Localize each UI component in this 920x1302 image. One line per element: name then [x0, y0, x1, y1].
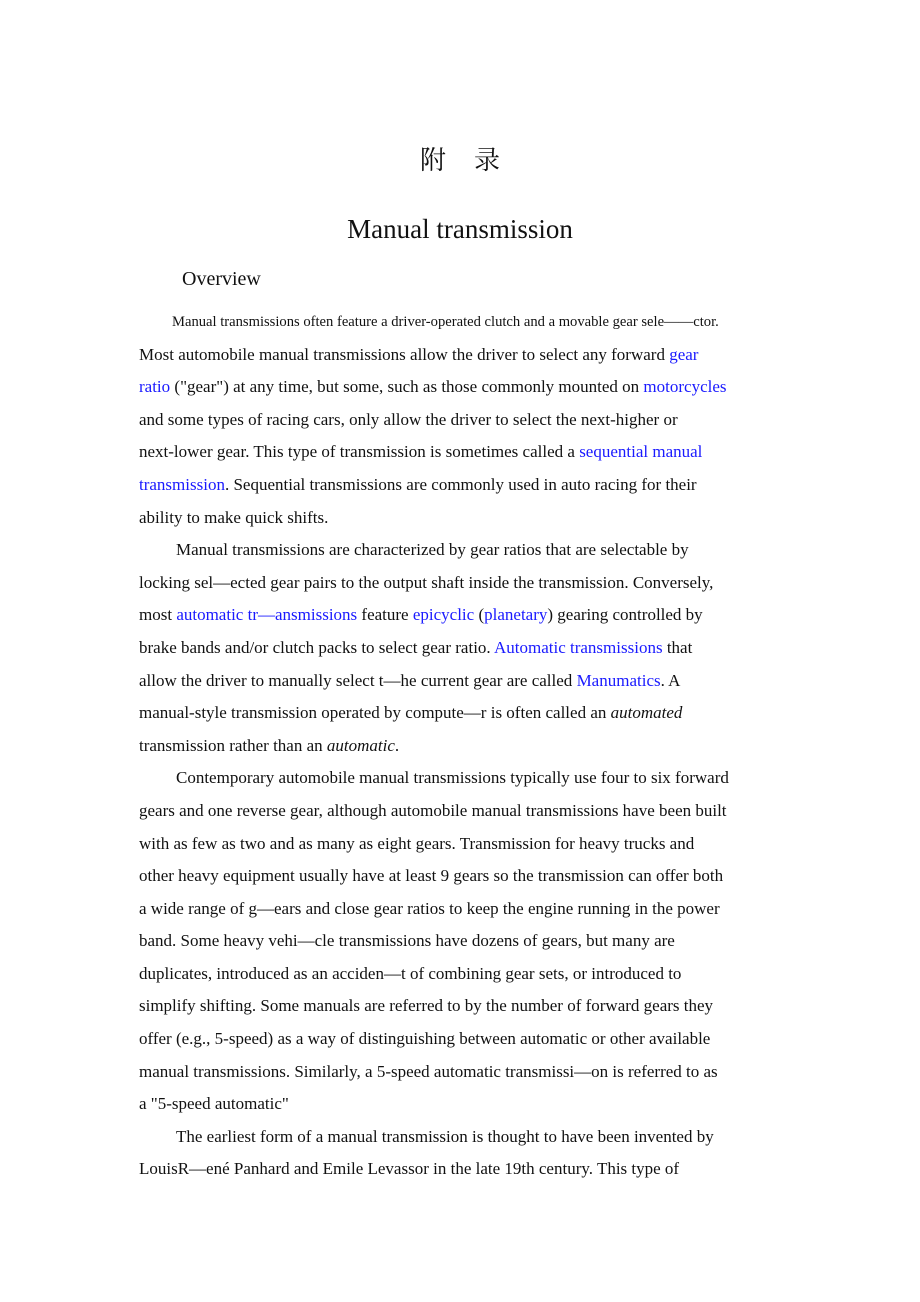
text-run: that — [662, 637, 693, 657]
hyperlink[interactable]: planetary — [484, 605, 548, 625]
text-run: ("gear") at any time, but some, such as those commonly mounted on — [170, 377, 644, 397]
paragraph-line — [139, 599, 784, 632]
paragraph-line — [139, 371, 784, 404]
text-run: . Sequential transmissions are commonly used in auto racing for their — [224, 474, 697, 494]
paragraph-first-line — [139, 762, 784, 795]
paragraph-line — [139, 469, 784, 502]
text-run: ability to make quick shifts. — [139, 507, 329, 527]
text-run: Contemporary automobile manual transmissions typically use four to six forward — [176, 768, 729, 788]
paragraph-line — [139, 1088, 784, 1121]
text-run: brake bands and/or clutch packs to select gear ratio. — [139, 637, 494, 657]
paragraph-line — [139, 436, 784, 469]
paragraph-line — [139, 1023, 784, 1056]
hyperlink[interactable]: gear — [669, 344, 699, 364]
italic-text: automated — [610, 703, 683, 723]
hyperlink[interactable]: automatic tr—ansmissions — [176, 605, 358, 625]
paragraph-line — [139, 339, 784, 372]
text-run: The earliest form of a manual transmission is thought to have been invented by — [176, 1126, 714, 1146]
text-run: . — [394, 735, 400, 755]
hyperlink[interactable]: transmission — [139, 474, 225, 494]
text-run: ( — [474, 605, 485, 625]
text-run: . A — [660, 670, 681, 690]
paragraph-line — [139, 567, 784, 600]
text-run: band. Some heavy vehi—cle transmissions have dozens of gears, but many are — [139, 931, 675, 951]
text-run: manual-style transmission operated by compute—r is often called an — [139, 703, 611, 723]
text-run: gears and one reverse gear, although automobile manual transmissions have been built — [139, 800, 727, 820]
text-run: Manual transmissions are characterized by gear ratios that are selectable by — [176, 540, 689, 560]
text-run: allow the driver to manually select t—he current gear are called — [139, 670, 577, 690]
text-run: LouisR—ené Panhard and Emile Levassor in the late 19th century. This type of — [139, 1159, 680, 1179]
paragraph-line — [139, 502, 784, 535]
paragraph-line — [139, 958, 784, 991]
hyperlink[interactable]: motorcycles — [643, 377, 727, 397]
text-run: transmission rather than an — [139, 735, 327, 755]
text-run: duplicates, introduced as an acciden—t of combining gear sets, or introduced to — [139, 963, 682, 983]
appendix-heading — [0, 140, 920, 177]
hyperlink[interactable]: sequential manual — [579, 442, 703, 462]
text-run: offer (e.g., 5-speed) as a way of distinguishing between automatic or other available — [139, 1029, 711, 1049]
paragraph-line — [139, 665, 784, 698]
paragraph-line — [139, 632, 784, 665]
text-run: a wide range of g—ears and close gear ratios to keep the engine running in the power — [139, 898, 720, 918]
paragraph-first-line — [139, 534, 784, 567]
hyperlink[interactable]: epicyclic — [412, 605, 475, 625]
paragraph-line — [139, 730, 784, 763]
text-run: Most automobile manual transmissions allow the driver to select any forward — [139, 344, 670, 364]
paragraph-line — [139, 697, 784, 730]
appendix-char: 附 — [419, 146, 446, 175]
paragraph-first-line — [139, 306, 784, 339]
paragraph-line — [139, 990, 784, 1023]
paragraph-line — [139, 1056, 784, 1089]
text-run: most — [139, 605, 177, 625]
page-title: Manual transmission — [347, 214, 573, 244]
paragraph-line — [139, 860, 784, 893]
italic-text: automatic — [326, 735, 395, 755]
paragraph-line — [139, 893, 784, 926]
paragraph-line — [139, 404, 784, 437]
text-run: other heavy equipment usually have at least 9 gears so the transmission can offer both — [139, 866, 724, 886]
text-run: Manual transmissions often feature a driver-operated clutch and a movable gear sele——ctor. — [172, 314, 719, 330]
paragraph-line — [139, 795, 784, 828]
paragraph-first-line — [139, 1121, 784, 1154]
text-run: simplify shifting. Some manuals are referred to by the number of forward gears they — [139, 996, 714, 1016]
text-run: next-lower gear. This type of transmission is sometimes called a — [139, 442, 580, 462]
appendix-char: 录 — [474, 146, 501, 175]
hyperlink[interactable]: ratio — [139, 377, 171, 397]
text-run: with as few as two and as many as eight gears. Transmission for heavy trucks and — [139, 833, 695, 853]
hyperlink[interactable]: Automatic transmissions — [493, 637, 663, 657]
body-text — [139, 306, 784, 1186]
text-run: locking sel—ected gear pairs to the output shaft inside the transmission. Conversely, — [139, 572, 714, 592]
text-run: feature — [357, 605, 413, 625]
text-run: and some types of racing cars, only allow the driver to select the next-higher or — [139, 409, 678, 429]
text-run: a "5-speed automatic" — [139, 1094, 289, 1114]
paragraph-line — [139, 828, 784, 861]
section-heading: Overview — [182, 268, 261, 290]
hyperlink[interactable]: Manumatics — [576, 670, 661, 690]
paragraph-line — [139, 1153, 784, 1186]
text-run: manual transmissions. Similarly, a 5-speed automatic transmissi—on is referred to as — [139, 1061, 718, 1081]
paragraph-line — [139, 925, 784, 958]
text-run: ) gearing controlled by — [547, 605, 703, 625]
